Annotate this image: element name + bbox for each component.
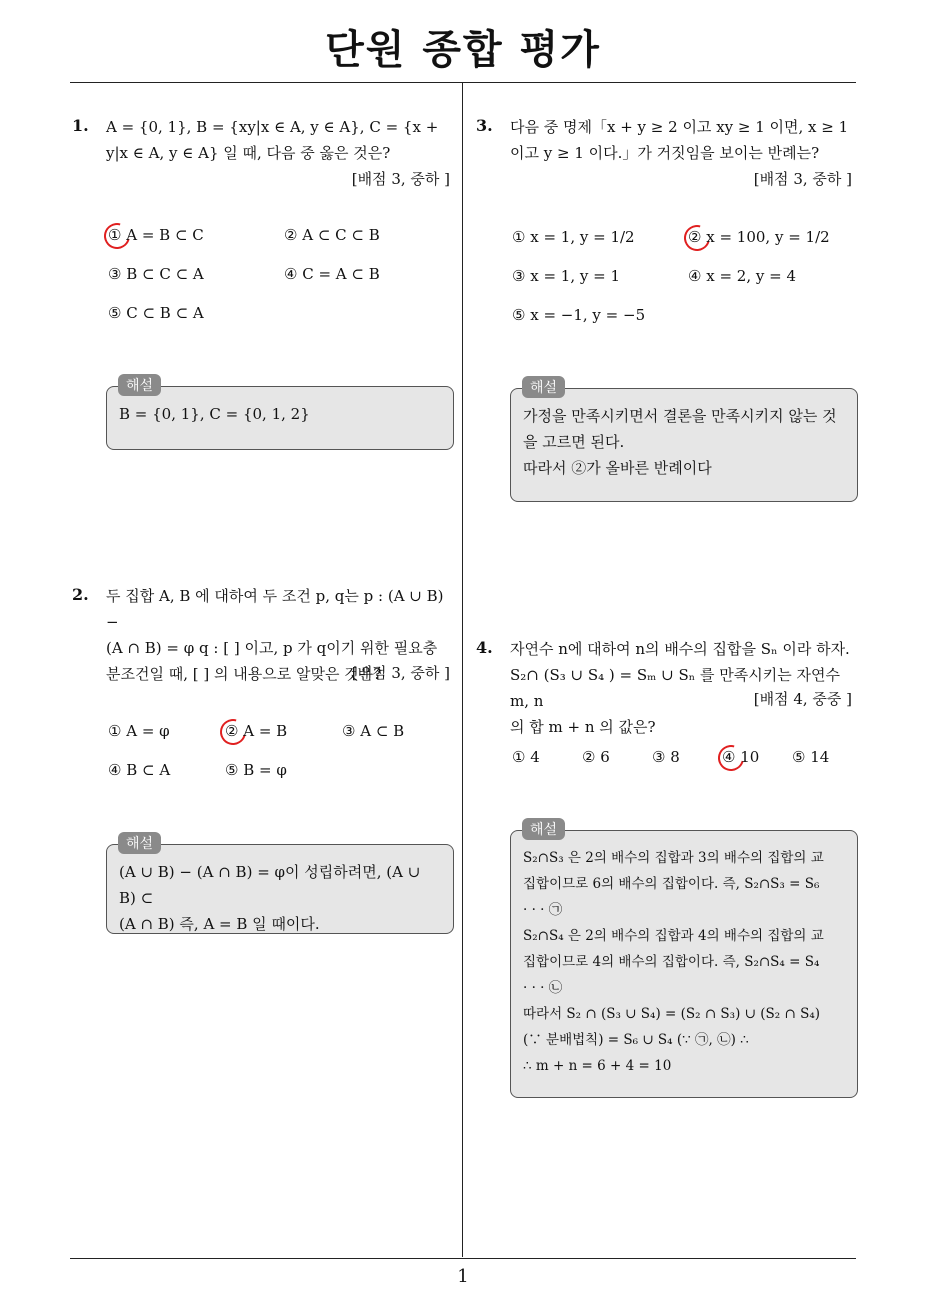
score-label: [배점 3, 중하 ] (351, 664, 450, 682)
choice-1[interactable]: ① A = B ⊂ C (108, 226, 204, 244)
choice-2[interactable]: ② x = 100, y = 1/2 (688, 228, 830, 246)
solution-line: 가정을 만족시키면서 결론을 만족시키지 않는 것 (523, 407, 837, 425)
solution-tag: 해설 (522, 376, 565, 398)
score-label: [배점 4, 중중 ] (753, 690, 852, 708)
choice-3[interactable]: ③ A ⊂ B (342, 722, 405, 740)
solution-box (106, 844, 454, 934)
column-divider (462, 83, 463, 1257)
choice-4[interactable]: ④ B ⊂ A (108, 761, 171, 779)
page-title: 단원 종합 평가 (325, 27, 601, 73)
bottom-rule (70, 1258, 856, 1259)
question-text-line: 두 집합 A, B 에 대하여 두 조건 p, q는 p : (A ∪ B) − (106, 587, 444, 631)
solution-line: S₂∩S₃ 은 2의 배수의 집합과 3의 배수의 집합의 교 (523, 850, 824, 866)
question-text-line: 의 합 m + n 의 값은? (510, 718, 656, 736)
score-label: [배점 3, 중하 ] (351, 170, 450, 188)
solution-line: ∴ m + n = 6 + 4 = 10 (523, 1058, 672, 1074)
question-text-line: 다음 중 명제「x + y ≥ 2 이고 xy ≥ 1 이면, x ≥ 1 (510, 118, 849, 136)
choice-4[interactable]: ④ x = 2, y = 4 (688, 267, 796, 285)
choice-4[interactable]: ④ C = A ⊂ B (284, 265, 380, 283)
solution-tag: 해설 (522, 818, 565, 840)
choice-5[interactable]: ⑤ B = φ (225, 761, 287, 779)
question-number: 4. (476, 638, 493, 657)
choice-3[interactable]: ③ 8 (652, 748, 680, 766)
choice-3[interactable]: ③ x = 1, y = 1 (512, 267, 620, 285)
question-text-line: A = {0, 1}, B = {xy|x ∈ A, y ∈ A}, C = {x + (106, 118, 439, 136)
solution-box (510, 388, 858, 502)
solution-line: (A ∪ B) − (A ∩ B) = φ이 성립하려면, (A ∪ B) ⊂ (119, 863, 421, 907)
solution-line: · · · ㉡ (523, 980, 563, 996)
choice-1[interactable]: ① x = 1, y = 1/2 (512, 228, 635, 246)
question-number: 1. (72, 116, 89, 135)
solution-line: B = {0, 1}, C = {0, 1, 2} (119, 405, 310, 423)
question-text-line: 이고 y ≥ 1 이다.」가 거짓임을 보이는 반례는? (510, 144, 820, 162)
question-text-line: y|x ∈ A, y ∈ A} 일 때, 다음 중 옳은 것은? (106, 144, 391, 162)
question-text-line: 자연수 n에 대하여 n의 배수의 집합을 Sₙ 이라 하자. (510, 640, 850, 658)
solution-line: 집합이므로 6의 배수의 집합이다. 즉, S₂∩S₃ = S₆ (523, 876, 820, 892)
page-number: 1 (457, 1266, 469, 1287)
choice-2[interactable]: ② 6 (582, 748, 610, 766)
score-label: [배점 3, 중하 ] (753, 170, 852, 188)
solution-tag: 해설 (118, 832, 161, 854)
choice-5[interactable]: ⑤ C ⊂ B ⊂ A (108, 304, 204, 322)
choice-1[interactable]: ① 4 (512, 748, 540, 766)
solution-line: (∵ 분배법칙) = S₆ ∪ S₄ (∵ ㉠, ㉡) ∴ (523, 1032, 749, 1048)
solution-line: · · · ㉠ (523, 902, 563, 918)
choice-5[interactable]: ⑤ x = −1, y = −5 (512, 306, 646, 324)
question-number: 3. (476, 116, 493, 135)
question-number: 2. (72, 585, 89, 604)
choice-5[interactable]: ⑤ 14 (792, 748, 830, 766)
top-rule (70, 82, 856, 83)
question-text-line: S₂∩ (S₃ ∪ S₄ ) = Sₘ ∪ Sₙ 를 만족시키는 자연수 m, n (510, 666, 840, 710)
solution-box (106, 386, 454, 450)
choice-2[interactable]: ② A ⊂ C ⊂ B (284, 226, 380, 244)
choice-4[interactable]: ④ 10 (722, 748, 760, 766)
choice-3[interactable]: ③ B ⊂ C ⊂ A (108, 265, 204, 283)
solution-line: 따라서 ②가 올바른 반례이다 (523, 459, 712, 477)
solution-line: (A ∩ B) 즉, A = B 일 때이다. (119, 915, 320, 933)
question-text-line: (A ∩ B) = φ q : [ ] 이고, p 가 q이기 위한 필요충 (106, 639, 438, 657)
solution-line: 따라서 S₂ ∩ (S₃ ∪ S₄) = (S₂ ∩ S₃) ∪ (S₂ ∩ S₄) (523, 1006, 821, 1022)
solution-line: 을 고르면 된다. (523, 433, 625, 451)
solution-box (510, 830, 858, 1098)
solution-line: S₂∩S₄ 은 2의 배수의 집합과 4의 배수의 집합의 교 (523, 928, 824, 944)
question-text-line: 분조건일 때, [ ] 의 내용으로 알맞은 것은? (106, 665, 382, 683)
choice-2[interactable]: ② A = B (225, 722, 288, 740)
solution-line: 집합이므로 4의 배수의 집합이다. 즉, S₂∩S₄ = S₄ (523, 954, 820, 970)
choice-1[interactable]: ① A = φ (108, 722, 170, 740)
solution-tag: 해설 (118, 374, 161, 396)
